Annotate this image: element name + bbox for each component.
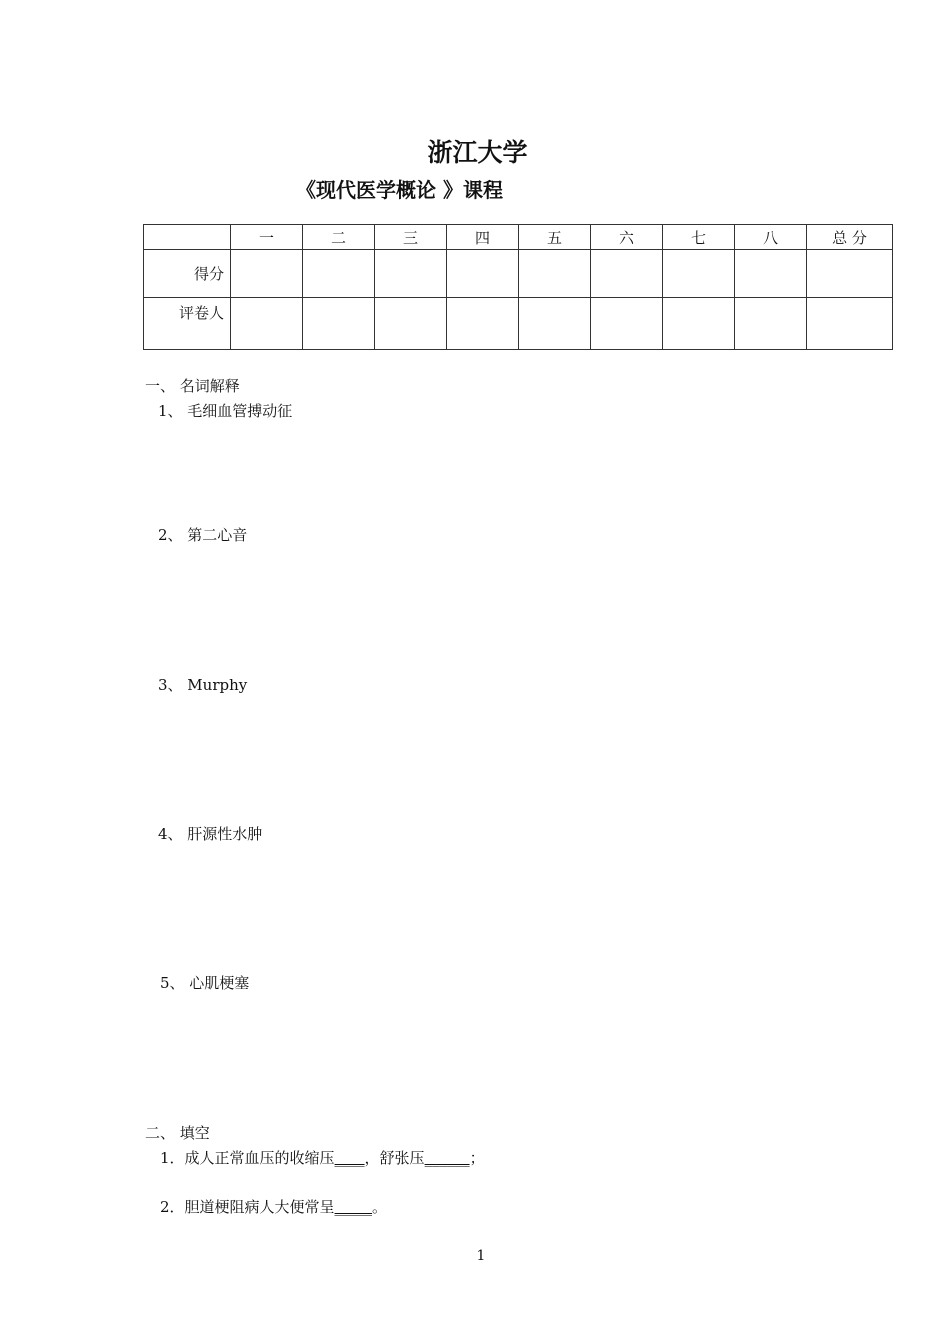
grader-cell[interactable] (231, 298, 303, 350)
score-cell[interactable] (591, 250, 663, 298)
section-heading-fill-in: 二、 填空 (145, 1124, 210, 1142)
score-cell[interactable] (447, 250, 519, 298)
score-cell[interactable] (807, 250, 893, 298)
university-title: 浙江大学 (427, 138, 528, 167)
definition-item: 2、 第二心音 (158, 526, 248, 544)
score-cell[interactable] (375, 250, 447, 298)
question-text: 。 (372, 1198, 388, 1216)
fill-question-2 (160, 1196, 387, 1217)
score-cell[interactable] (519, 250, 591, 298)
definition-item: 4、 肝源性水肿 (158, 825, 263, 843)
score-table-header-cell: 一 (231, 225, 303, 250)
score-table-header-cell: 二 (303, 225, 375, 250)
section-heading-definitions: 一、 名词解释 (145, 377, 240, 395)
definition-item: 5、 心肌梗塞 (160, 974, 250, 992)
grader-cell[interactable] (447, 298, 519, 350)
score-cell[interactable] (231, 250, 303, 298)
score-table-header-cell: 三 (375, 225, 447, 250)
grader-cell[interactable] (375, 298, 447, 350)
grader-cell[interactable] (663, 298, 735, 350)
answer-blank[interactable]: _____ (334, 1198, 373, 1216)
grader-row (144, 298, 893, 350)
definition-item: 3、 Murphy (158, 676, 248, 694)
answer-blank[interactable]: ______ (424, 1149, 470, 1167)
fill-question-1 (160, 1147, 485, 1168)
definition-item: 1、 毛细血管搏动征 (158, 402, 293, 420)
score-cell[interactable] (303, 250, 375, 298)
score-row (144, 250, 893, 298)
grader-row-label: 评卷人 (144, 298, 231, 350)
score-cell[interactable] (663, 250, 735, 298)
score-table-header-cell: 八 (735, 225, 807, 250)
grader-cell[interactable] (303, 298, 375, 350)
score-table-header-cell: 四 (447, 225, 519, 250)
score-table (143, 224, 893, 350)
score-table-header-row (144, 225, 893, 250)
grader-cell[interactable] (519, 298, 591, 350)
score-table-header-cell: 六 (591, 225, 663, 250)
course-title: 《现代医学概论 》课程 (296, 178, 503, 202)
grader-cell[interactable] (735, 298, 807, 350)
question-text: 1．成人正常血压的收缩压 (160, 1149, 335, 1167)
grader-cell[interactable] (591, 298, 663, 350)
score-cell[interactable] (735, 250, 807, 298)
question-text: ，舒张压 (364, 1149, 425, 1167)
score-table-header-cell: 五 (519, 225, 591, 250)
score-table-header-cell: 总 分 (807, 225, 893, 250)
score-table-header-cell: 七 (663, 225, 735, 250)
score-row-label: 得分 (144, 250, 231, 298)
answer-blank[interactable]: ____ (334, 1149, 365, 1167)
question-text: ； (469, 1149, 485, 1167)
page-number: 1 (476, 1248, 486, 1264)
question-text: 2．胆道梗阻病人大便常呈 (160, 1198, 335, 1216)
grader-cell[interactable] (807, 298, 893, 350)
score-table-header-cell (144, 225, 231, 250)
